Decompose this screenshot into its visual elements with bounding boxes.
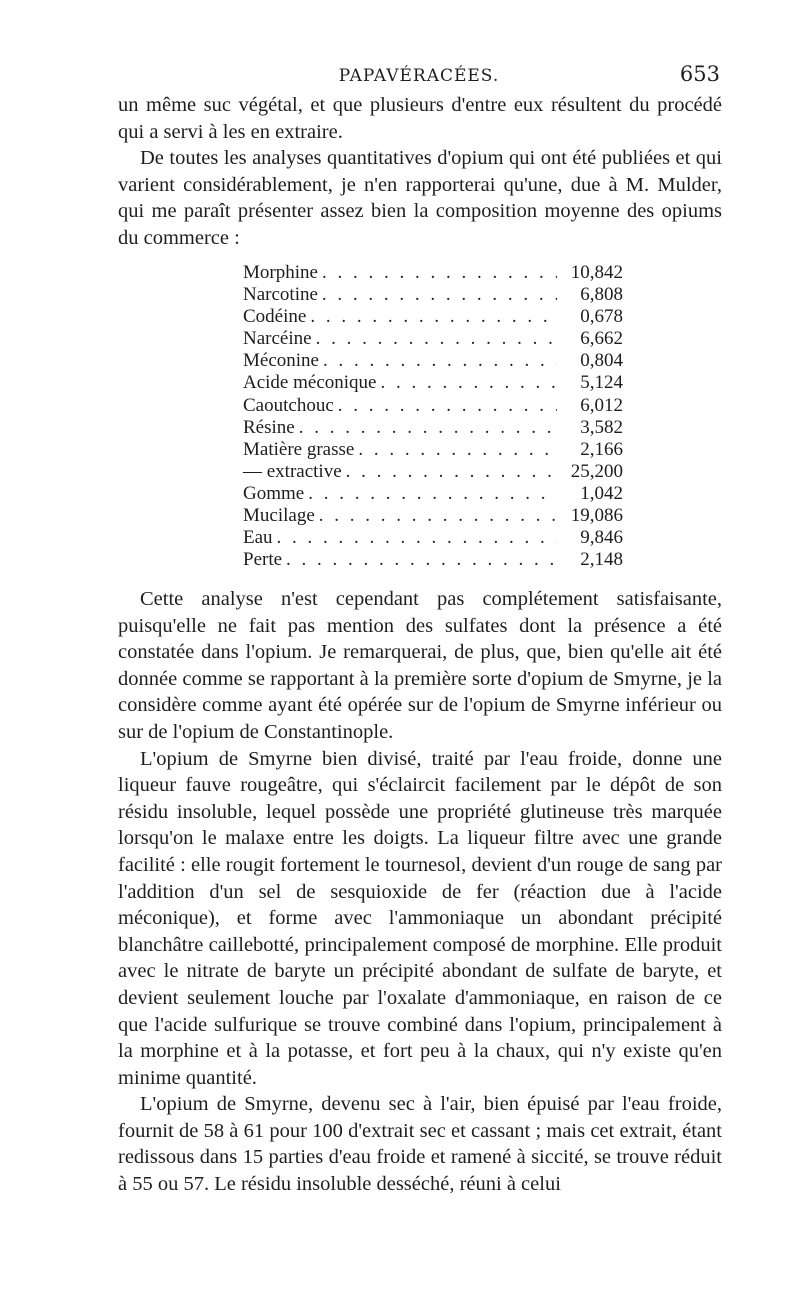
- component-label: Codéine: [243, 306, 307, 328]
- paragraph-smyrna-extract: L'opium de Smyrne, devenu sec à l'air, bien épuisé par l'eau froide, fournit de 58 à 61 pour 100 d'extrait sec et cassant ; mais cet extrait, étant redissous dans 15 parties d'eau froide et ramené à siccité, se trouve réduit à 55 ou 57. Le résidu insoluble desséché, réuni à celui: [118, 1093, 722, 1196]
- dot-leader: [380, 372, 557, 394]
- component-label: Caoutchouc: [243, 394, 334, 416]
- component-value: 0,804: [580, 350, 623, 372]
- component-value: 6,808: [580, 284, 623, 306]
- paragraph-smyrna-cold-water: L'opium de Smyrne bien divisé, traité par l'eau froide, donne une liqueur fauve rougeâtre, qui s'éclaircit facilement par le dépôt de son résidu insoluble, lequel possède une propriété glutineuse très marquée lorsqu'on le malaxe entre les doigts. La liqueur filtre avec une grande facilité : elle rougit fortement le tournesol, devient d'un rouge de sang par l'addition d'un sel de sesquioxide de fer (réaction due à l'acide méconique), et forme avec l'ammoniaque un abondant précipité blanchâtre caillebotté, principalement composé de morphine. Elle produit avec le nitrate de baryte un précipité abondant de sulfate de baryte, et devient seulement louche par l'oxalate d'ammoniaque, en raison de ce que l'acide sulfurique se trouve combiné dans l'opium, principalement à la morphine et à la potasse, et fort peu à la chaux, qui n'y existe qu'en minime quantité.: [118, 747, 722, 1089]
- table-row: [243, 262, 623, 284]
- intro-text-block: [118, 92, 722, 252]
- component-label: Eau: [243, 527, 273, 549]
- dot-leader: [277, 527, 557, 549]
- dot-leader: [286, 549, 557, 571]
- component-value: 2,148: [580, 549, 623, 571]
- component-value: 9,846: [580, 527, 623, 549]
- dot-leader: [338, 395, 557, 417]
- dot-leader: [346, 461, 557, 483]
- table-row: [243, 549, 623, 571]
- dot-leader: [299, 417, 557, 439]
- dot-leader: [319, 505, 557, 527]
- table-row: [243, 439, 623, 461]
- component-label: Perte: [243, 549, 283, 571]
- table-row: [243, 350, 623, 372]
- dot-leader: [308, 483, 557, 505]
- component-label: Narcéine: [243, 328, 312, 350]
- component-label: Gomme: [243, 482, 305, 504]
- component-value: 0,678: [580, 306, 623, 328]
- component-label: Morphine: [243, 262, 318, 283]
- dot-leader: [322, 284, 557, 306]
- component-value: 2,166: [580, 438, 623, 460]
- component-label: Narcotine: [243, 284, 318, 306]
- table-row: [243, 284, 623, 306]
- component-value: 10,842: [570, 262, 623, 283]
- table-row: [243, 483, 623, 505]
- paragraph-analysis-critique: Cette analyse n'est cependant pas complétement satisfaisante, puisqu'elle ne fait pas mention des sulfates dont la présence a été constatée dans l'opium. Je remarquerai, de plus, que, bien qu'elle ait été donnée comme se rapportant à la première sorte d'opium de Smyrne, je la considère comme ayant été opérée sur de l'opium de Smyrne inférieur ou sur de l'opium de Constantinople.: [118, 588, 722, 743]
- table-row: [243, 372, 623, 394]
- component-value: 6,012: [580, 394, 623, 416]
- running-title: PAPAVÉRACÉES.: [338, 66, 500, 86]
- component-value: 6,662: [580, 328, 623, 350]
- dot-leader: [310, 306, 557, 328]
- component-value: 25,200: [570, 460, 623, 482]
- component-value: 5,124: [580, 372, 623, 394]
- dot-leader: [358, 439, 557, 461]
- table-row: [243, 461, 623, 483]
- table-row: [243, 417, 623, 439]
- dot-leader: [323, 350, 557, 372]
- component-label: Méconine: [243, 350, 319, 372]
- table-row: [243, 306, 623, 328]
- paragraph-analyses-intro: De toutes les analyses quantitatives d'opium qui ont été publiées et qui varient considérablement, je n'en rapporterai qu'une, due à M. Mulder, qui me paraît présenter assez bien la composition moyenne des opiums du commerce :: [118, 147, 722, 249]
- table-row: [243, 328, 623, 350]
- component-label: — extractive: [243, 460, 342, 482]
- table-row: [243, 395, 623, 417]
- component-label: Mucilage: [243, 505, 315, 527]
- table-row: [243, 527, 623, 549]
- running-head: [118, 62, 720, 90]
- paragraph-continuation: un même suc végétal, et que plusieurs d'entre eux résultent du procédé qui a servi à les en extraire.: [118, 94, 722, 143]
- opium-composition-table: [243, 262, 623, 571]
- component-label: Acide méconique: [243, 372, 377, 394]
- dot-leader: [316, 328, 557, 350]
- dot-leader: [322, 262, 557, 284]
- table-row: [243, 505, 623, 527]
- page-number: 653: [679, 62, 720, 86]
- component-value: 3,582: [580, 416, 623, 438]
- component-label: Matière grasse: [243, 438, 355, 460]
- component-value: 1,042: [580, 482, 623, 504]
- component-label: Résine: [243, 416, 295, 438]
- analysis-text-block: [118, 586, 722, 1198]
- component-value: 19,086: [570, 505, 623, 527]
